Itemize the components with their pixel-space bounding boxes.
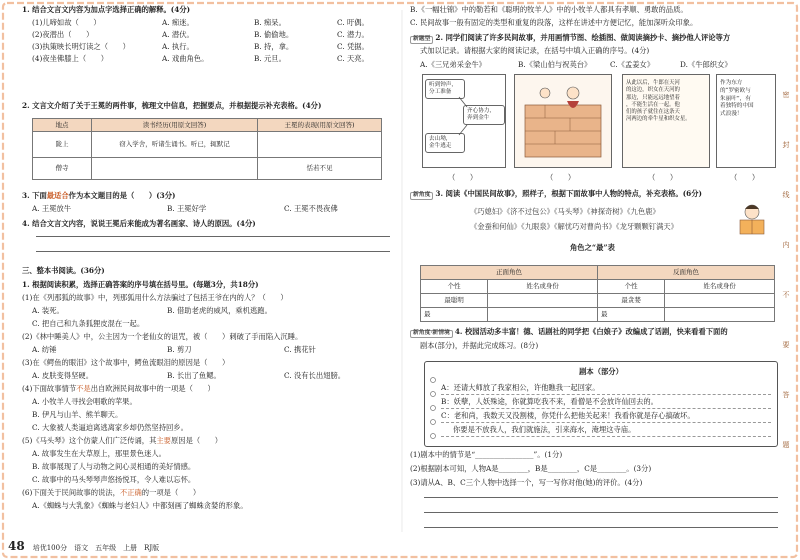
role-table-subheader: 姓名或身份 [665,280,775,294]
seal-char: 不 [782,291,790,299]
q31-s5: (5)《马头琴》这个仿蒙人们广泛传诵，其主要原因是（ ） [22,436,223,445]
script-line-a: A：还请大师放了我家相公，许他瞧我一起回家。 [441,383,600,392]
table-cell-blank[interactable] [258,132,382,158]
script-line-c2: 你要是不放我人，我们就施法，引来海水，淹埋这寺庙。 [453,425,636,434]
q31-s1: (1)在《列那狐的故事》中，列那狐用什么方法骗过了包括王爷在内的人？（ ） [22,293,288,302]
binding-rings-icon [429,374,437,442]
r-q2-opt-a: A.《三兄弟采金牛》 [420,60,486,69]
q31-s2-c: C. 携花针 [284,345,316,354]
q31-s3: (3)在《鳄鱼的眼泪》这个故事中，鳄鱼流眼泪的原因是（ ） [22,358,230,367]
q31-s6-b: B.《一幅壮锦》中的勒若和《聪明的牧羊人》中的小牧羊人都具有孝顺、勇敢的品质。 [410,5,688,14]
seal-char: 密 [782,91,790,99]
q31-s5-b: B. 故事展现了人与动物之间心灵相通的美好情感。 [32,462,196,471]
q31-s3-b: B. 长出了鱼鳃。 [167,371,221,380]
reading-child-icon [732,202,772,238]
table-cell-exp: 窃入学舍，听诸生诵书。听已，辄默记 [92,132,258,158]
excerpt-text: 从此以后，牛郎在天河 的这边，织女在天河的 那边，只能远远地望着 ，不能生活在一起。他 们的孩子就住在这条天 河两边的牵牛星和织女星。 [626,80,691,123]
r-q2-opt-b: B.《梁山伯与祝英台》 [518,60,592,69]
answer-paren[interactable]: （ ） [648,173,678,182]
card1-box2: 齐心协力， 奔到金牛 [463,105,505,125]
q3-opt-a: A. 王冕放牛 [32,204,72,213]
q31-s5-c: C. 故事中的马头琴琴声悠扬悦耳，令人难以忘怀。 [32,475,196,484]
q1-row1-item: (1)儿啼如故（ ） [32,18,101,27]
comment-card [716,74,776,168]
r-q4-stem: 新角度·新情境 4. 校园活动多丰富！德、话剧社的同学把《白娘子》改编成了话剧，快来看看下面的 [410,328,728,338]
q3-stem: 3. 下面最适合作为本文题目的是（ ）(3分) [22,191,176,200]
role-table [420,265,775,322]
q1-row2-a: A. 潜伏。 [162,30,194,39]
role-table-example: 最聪明 [421,294,488,308]
q31-s4-a: A. 小牧羊人寻找会唱歌的苹果。 [32,397,137,406]
role-table-cell[interactable] [488,294,598,308]
q1-row4-item: (4)夜坐佛膝上（ ） [32,54,109,63]
page-footer [8,539,159,553]
role-table-subheader: 个性 [421,280,488,294]
q3-opt-b: B. 王冕好学 [167,204,207,213]
answer-line[interactable] [424,527,778,528]
answer-line[interactable] [36,251,390,252]
r-q2-stem: 新题型 2. 同学们阅读了许多民间故事，并用画情节图、绘插图、做阅读摘抄卡、摘抄他人评论等方 [410,34,730,44]
footer-text: 培优100分 语文 五年级 上册 RJ版 [32,544,160,552]
seal-char: 线 [782,191,790,199]
r-q3-stem: 新角度 3. 阅读《中国民间故事》，照样子，根据下面故事中人物的特点，补充表格。(6分) [410,190,702,200]
q1-row3-b: B. 持，拿。 [254,42,294,51]
excerpt-card [622,74,710,168]
q31-s1-b: B. 借助老虎的威风，乘机逃跑。 [167,306,272,315]
q31-s4: (4)下面故事情节不是出自欧洲民间故事中的一项是（ ） [22,384,215,393]
r-q4-s1: (1)剧本中的情节是“________________”。(1分) [410,450,563,459]
seal-char: 答 [782,391,790,399]
new-type-tag: 新题型 [410,36,433,44]
q31-s1-c: C. 把自己和九条狐狸皮混在一起。 [32,319,145,328]
q1-row2-b: B. 偷偷地。 [254,30,294,39]
q31-s6-c: C. 民间故事一般有固定的类型和重复的段落，这样在讲述中方便记忆，能加深听众印象。 [410,18,698,27]
seal-char: 要 [782,341,790,349]
script-box [424,361,778,447]
reading-table [32,118,382,180]
arrows-icon [423,75,505,167]
comment-text: 作为东方 的“罗密欧与 朱丽叶”，有 着独特的中国 式浪漫！ [720,80,754,118]
q1-row1-b: B. 痴呆。 [254,18,286,27]
answer-line[interactable] [424,512,778,513]
table-cell-perf: 恬若不见 [258,158,382,180]
table-cell-blank[interactable] [92,158,258,180]
table-cell-place: 陇上 [33,132,92,158]
q31-stem: 1. 根据阅读积累，选择正确答案的序号填在括号里。(每题3分，共18分) [22,280,259,289]
plot-diagram-card [422,74,506,168]
role-table-title: 角色之“最”表 [570,243,615,252]
q31-s2-b: B. 剪刀 [167,345,192,354]
q31-s3-a: A. 皮肤变得坚硬。 [32,371,93,380]
q31-s6-a: A.《蜘蛛与大乳象》《蜘蛛与老妇人》中都刻画了蜘蛛贪婪的形象。 [32,501,248,510]
role-table-header-positive: 正面角色 [421,266,598,280]
card1-box3: 去山坳， 金牛逃走 [425,133,465,153]
table-cell-place: 僧寺 [33,158,92,180]
role-table-subheader: 个性 [597,280,664,294]
q1-row4-a: A. 戏曲角色。 [162,54,209,63]
role-table-cell[interactable]: 最 [421,308,488,322]
new-context-tag: 新角度·新情境 [410,330,453,338]
table-header-place: 地点 [33,119,92,132]
seal-char: 内 [782,241,790,249]
table-header-perf: 王冕的表现(用原文回答) [258,119,382,132]
q1-row1-a: A. 痴迷。 [162,18,194,27]
script-line-b: B：妖孽，人妖殊途，你就算吃我不来，看僧是不会放许仙回去的。 [441,397,658,406]
page-number: 48 [8,539,25,553]
seal-char: 题 [782,441,790,449]
q1-row4-b: B. 元旦。 [254,54,286,63]
illustration-card [514,74,612,168]
role-table-cell[interactable] [665,294,775,308]
q1-row1-c: C. 吁偶。 [337,18,369,27]
q4-stem: 4. 结合文言文内容，说说王冕后来能成为著名画家、诗人的原因。(4分) [22,219,256,228]
role-table-cell[interactable] [488,308,598,322]
q31-s2-a: A. 纺锤 [32,345,57,354]
card1-box1: 听到钟声， 分工准备 [425,79,465,99]
q1-row3-item: (3)执策映长明灯读之（ ） [32,42,130,51]
role-table-header-negative: 反面角色 [597,266,774,280]
q31-s2: (2)《林中睡美人》中，公主因为一个老仙女的诅咒，被（ ）刺破了手而陷入沉睡。 [22,332,303,341]
table-header-exp: 读书经历(用原文回答) [92,119,258,132]
answer-paren[interactable]: （ ） [546,173,576,182]
answer-paren[interactable]: （ ） [448,173,478,182]
books-line-2: 《金蚕和何仙》《九眼泉》《解忧巧对曹尚书》《龙牙颗颗钉满天》 [470,222,678,231]
r-q2-opt-c: C.《孟姜女》 [610,60,655,69]
q31-s1-a: A. 装死。 [32,306,64,315]
role-table-subheader: 姓名或身份 [488,280,598,294]
role-table-cell[interactable] [665,308,775,322]
role-table-example: 最贪婪 [597,294,664,308]
script-title: 剧本（部分） [579,367,623,376]
q1-row3-c: C. 凭据。 [337,42,369,51]
q3-opt-c: C. 王冕不畏夜佛 [284,204,338,213]
q1-row2-c: C. 潜力。 [337,30,369,39]
books-line-1: 《巧媳妇》《济不过包公》《马头琴》《神探奇树》《九色鹿》 [470,207,660,216]
r-q4-s3: (3)请从A、B、C三个人物中选择一个，写一写你对他(她)的评价。(4分) [410,478,643,487]
q1-stem: 1. 结合文言文内容为加点字选择正确的解释。(4分) [22,5,191,14]
role-table-cell[interactable]: 最 [597,308,664,322]
script-line-c: C：老和尚，我数天又没割楼，你凭什么把他关起来！我看你就是存心搞破坏。 [441,411,695,420]
q31-s3-c: C. 没有长出翅膀。 [284,371,346,380]
q1-row4-c: C. 天亮。 [337,54,369,63]
wall-illustration-icon [515,75,611,167]
answer-line[interactable] [424,497,778,498]
q31-s4-c: C. 大象被人类逼迫离逃离家乡却仍然坚持回乡。 [32,423,188,432]
q31-s4-b: B. 伊凡与山羊、熊羊聊天。 [32,410,123,419]
new-angle-tag: 新角度 [410,192,433,200]
section-title: 三、整本书阅读。(36分) [22,266,105,275]
q1-row3-a: A. 执行。 [162,42,194,51]
answer-paren[interactable]: （ ） [730,173,760,182]
r-q2-opt-d: D.《牛郎织女》 [680,60,732,69]
r-q4-s2: (2)根据剧本可知，人物A是________，B是________，C是________。(3分) [410,464,652,473]
q2-stem: 2. 文言文介绍了关于王冕的两件事，梳理文中信息，把握要点，并根据提示补充表格。(4分) [22,101,322,110]
q1-row2-item: (2)夜潜出（ ） [32,30,94,39]
answer-line[interactable] [36,236,390,237]
r-q4-stem2: 剧本(部分)，并据此完成练习。(8分) [420,341,539,350]
q31-s6: (6)下面关于民间故事的说法，不正确的一项是（ ） [22,488,201,497]
q31-s5-a: A. 故事发生在大草原上，那里景色迷人。 [32,449,166,458]
seal-char: 封 [782,141,790,149]
r-q2-stem2: 式加以记录。请根据大家的阅读记录，在括号中填入正确的序号。(4分) [420,46,650,55]
